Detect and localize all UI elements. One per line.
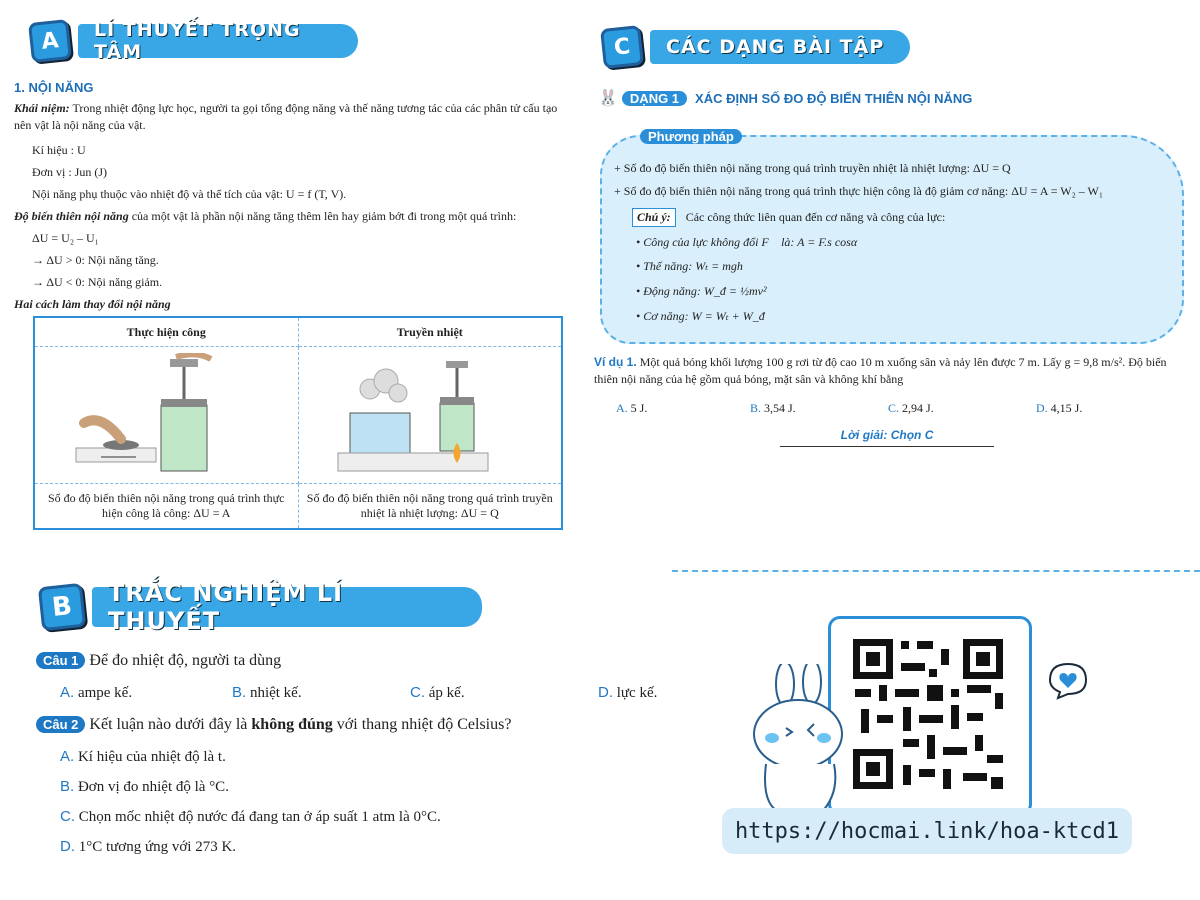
q1-option-b <box>232 684 302 702</box>
option-letter: D. <box>1036 401 1048 415</box>
promo-link[interactable]: https://hocmai.link/hoa-ktcd1 <box>722 808 1132 854</box>
option-letter: C. <box>410 684 425 701</box>
heat-caption: Số đo độ biến thiên nội năng trong quá trình truyền nhiệt là nhiệt lượng: ΔU = Q <box>298 484 562 530</box>
option-text: Chọn mốc nhiệt độ nước đá đang tan ở áp suất 1 atm là 0°C. <box>78 809 441 825</box>
method-label-text: Phương pháp <box>640 129 742 144</box>
option-text: 3,54 J. <box>764 401 796 415</box>
heat-illustration-cell <box>298 347 562 484</box>
method-label <box>640 128 742 146</box>
option-letter: B. <box>750 401 762 415</box>
question-1 <box>36 652 281 670</box>
two-ways-heading: Hai cách làm thay đổi nội năng <box>14 297 171 311</box>
option-text: áp kế. <box>428 685 465 701</box>
bullet-1-text: Công của lực không đổi F⃗ là: A = F.s cosα <box>643 235 858 249</box>
option-letter: A. <box>60 684 75 701</box>
bullet-2-text: Thế năng: Wₜ = mgh <box>643 259 743 273</box>
section-c-badge: C <box>600 25 644 69</box>
section-a-title: LÍ THUYẾT TRỌNG TÂM <box>78 24 358 58</box>
option-letter: B. <box>232 684 247 701</box>
example-option-d <box>1036 400 1082 417</box>
q1-option-a <box>60 684 132 702</box>
option-text: Đơn vị đo nhiệt độ là °C. <box>77 779 229 795</box>
heading-noi-nang: 1. NỘI NĂNG <box>14 80 94 95</box>
note-text: Các công thức liên quan đến cơ năng và công của lực: <box>685 210 946 224</box>
bullet-4: • Cơ năng: W = Wₜ + W_đ <box>636 309 765 323</box>
option-letter: A. <box>60 748 75 765</box>
example-option-c <box>888 400 934 417</box>
q2-option-c <box>60 808 441 826</box>
q2-option-b <box>60 778 229 796</box>
q1-option-c <box>410 684 465 702</box>
heat-illustration <box>330 353 530 473</box>
delta-text: của một vật là phần nội năng tăng thêm lên hay giảm bớt đi trong một quá trình: <box>128 209 517 223</box>
option-text: ampe kế. <box>77 685 133 701</box>
question-2 <box>36 716 511 734</box>
work-caption: Số đo độ biến thiên nội năng trong quá trình thực hiện công là công: ΔU = A <box>34 484 298 530</box>
divider <box>672 570 1200 572</box>
section-a-banner <box>30 19 358 63</box>
option-text: lực kế. <box>616 685 658 701</box>
q2-option-d <box>60 838 236 856</box>
option-letter: D. <box>60 838 75 855</box>
bullet-3: • Động năng: W_đ = ½mv² <box>636 284 767 298</box>
example-text: Một quả bóng khối lượng 100 g rơi từ độ cao 10 m xuống sân và nảy lên được 7 m. Lấy g = 9,8 m/s². Độ biến thiên nội năng của hệ gồm quả bóng, mặt sân và không khí bằng <box>594 355 1167 386</box>
option-text: 2,94 J. <box>902 401 934 415</box>
question-2-text-pre: Kết luận nào dưới đây là <box>89 716 252 733</box>
section-b-title: TRẮC NGHIỆM LÍ THUYẾT <box>92 587 482 627</box>
increase-line: → ΔU > 0: Nội năng tăng. <box>32 253 159 267</box>
question-2-text-bold: không đúng <box>251 716 333 733</box>
option-letter: B. <box>60 778 75 795</box>
qr-code-frame[interactable] <box>828 616 1032 816</box>
question-1-label: Câu 1 <box>36 652 85 669</box>
comparison-table <box>33 316 563 530</box>
definition-text: Trong nhiệt động lực học, người ta gọi tổng động năng và thế năng tương tác của các phân tử cấu tạo nên vật là nội năng của vật. <box>14 101 558 132</box>
method-line-2: + Số đo độ biến thiên nội năng trong quá trình thực hiện công là độ giảm cơ năng: ΔU = A = W₂ – W₁ <box>614 184 1104 198</box>
dang-title: XÁC ĐỊNH SỐ ĐO ĐỘ BIẾN THIÊN NỘI NĂNG <box>695 90 973 106</box>
example-label: Ví dụ 1. <box>594 355 637 369</box>
dang-header <box>598 88 972 108</box>
table-header-work: Thực hiện công <box>34 317 298 347</box>
method-line-1: + Số đo độ biến thiên nội năng trong quá trình truyền nhiệt là nhiệt lượng: ΔU = Q <box>614 161 1011 175</box>
section-c-title: CÁC DẠNG BÀI TẬP <box>650 30 910 64</box>
option-text: 4,15 J. <box>1050 401 1083 415</box>
definition <box>14 100 574 134</box>
bunny-mascot-icon <box>750 664 850 824</box>
bullet-2: • Thế năng: Wₜ = mgh <box>636 259 743 273</box>
bullet-4-text: Cơ năng: W = Wₜ + W_đ <box>643 309 765 323</box>
bunny-face-icon: 🐰 <box>598 90 618 107</box>
bullet-1: • Công của lực không đổi F⃗ là: A = F.s cosα <box>636 235 858 249</box>
option-letter: A. <box>616 401 628 415</box>
work-illustration-cell <box>34 347 298 484</box>
symbol-line: Kí hiệu : U <box>32 143 86 157</box>
option-text: nhiệt kế. <box>249 685 302 701</box>
option-text: 1°C tương ứng với 273 K. <box>78 839 237 855</box>
unit-line: Đơn vị : Jun (J) <box>32 165 108 179</box>
bullet-3-text: Động năng: W_đ = ½mv² <box>643 284 767 298</box>
decrease-line: → ΔU < 0: Nội năng giảm. <box>32 275 163 289</box>
q1-option-d <box>598 684 657 702</box>
delta-definition <box>14 208 574 225</box>
example-1 <box>594 354 1184 388</box>
section-a-badge: A <box>28 19 72 63</box>
heart-bubble-icon <box>1046 660 1090 700</box>
option-letter: C. <box>60 808 75 825</box>
question-2-label: Câu 2 <box>36 716 85 733</box>
section-c-banner <box>602 28 910 66</box>
delta-label: Độ biến thiên nội năng <box>14 209 129 223</box>
example-option-a <box>616 400 647 417</box>
section-b-badge: B <box>38 583 86 631</box>
note-line <box>632 208 945 227</box>
answer-line: Lời giải: Chọn C <box>780 428 994 447</box>
option-letter: D. <box>598 684 613 701</box>
delta-formula: ΔU = U₂ – U₁ <box>32 231 99 245</box>
dang-label: DẠNG 1 <box>622 91 687 106</box>
option-letter: C. <box>888 401 900 415</box>
depends-line: Nội năng phụ thuộc vào nhiệt độ và thể tích của vật: U = f (T, V). <box>32 187 347 201</box>
qr-code-icon <box>831 619 1023 807</box>
option-text: Kí hiệu của nhiệt độ là t. <box>77 749 226 765</box>
note-label: Chú ý: <box>632 208 676 227</box>
option-text: 5 J. <box>630 401 648 415</box>
definition-label: Khái niệm: <box>14 101 70 115</box>
question-2-text-post: với thang nhiệt độ Celsius? <box>332 716 512 733</box>
example-option-b <box>750 400 796 417</box>
section-b-banner <box>40 579 482 635</box>
work-illustration <box>66 353 266 473</box>
q2-option-a <box>60 748 226 766</box>
table-header-heat: Truyền nhiệt <box>298 317 562 347</box>
question-1-text: Để đo nhiệt độ, người ta dùng <box>89 652 282 669</box>
